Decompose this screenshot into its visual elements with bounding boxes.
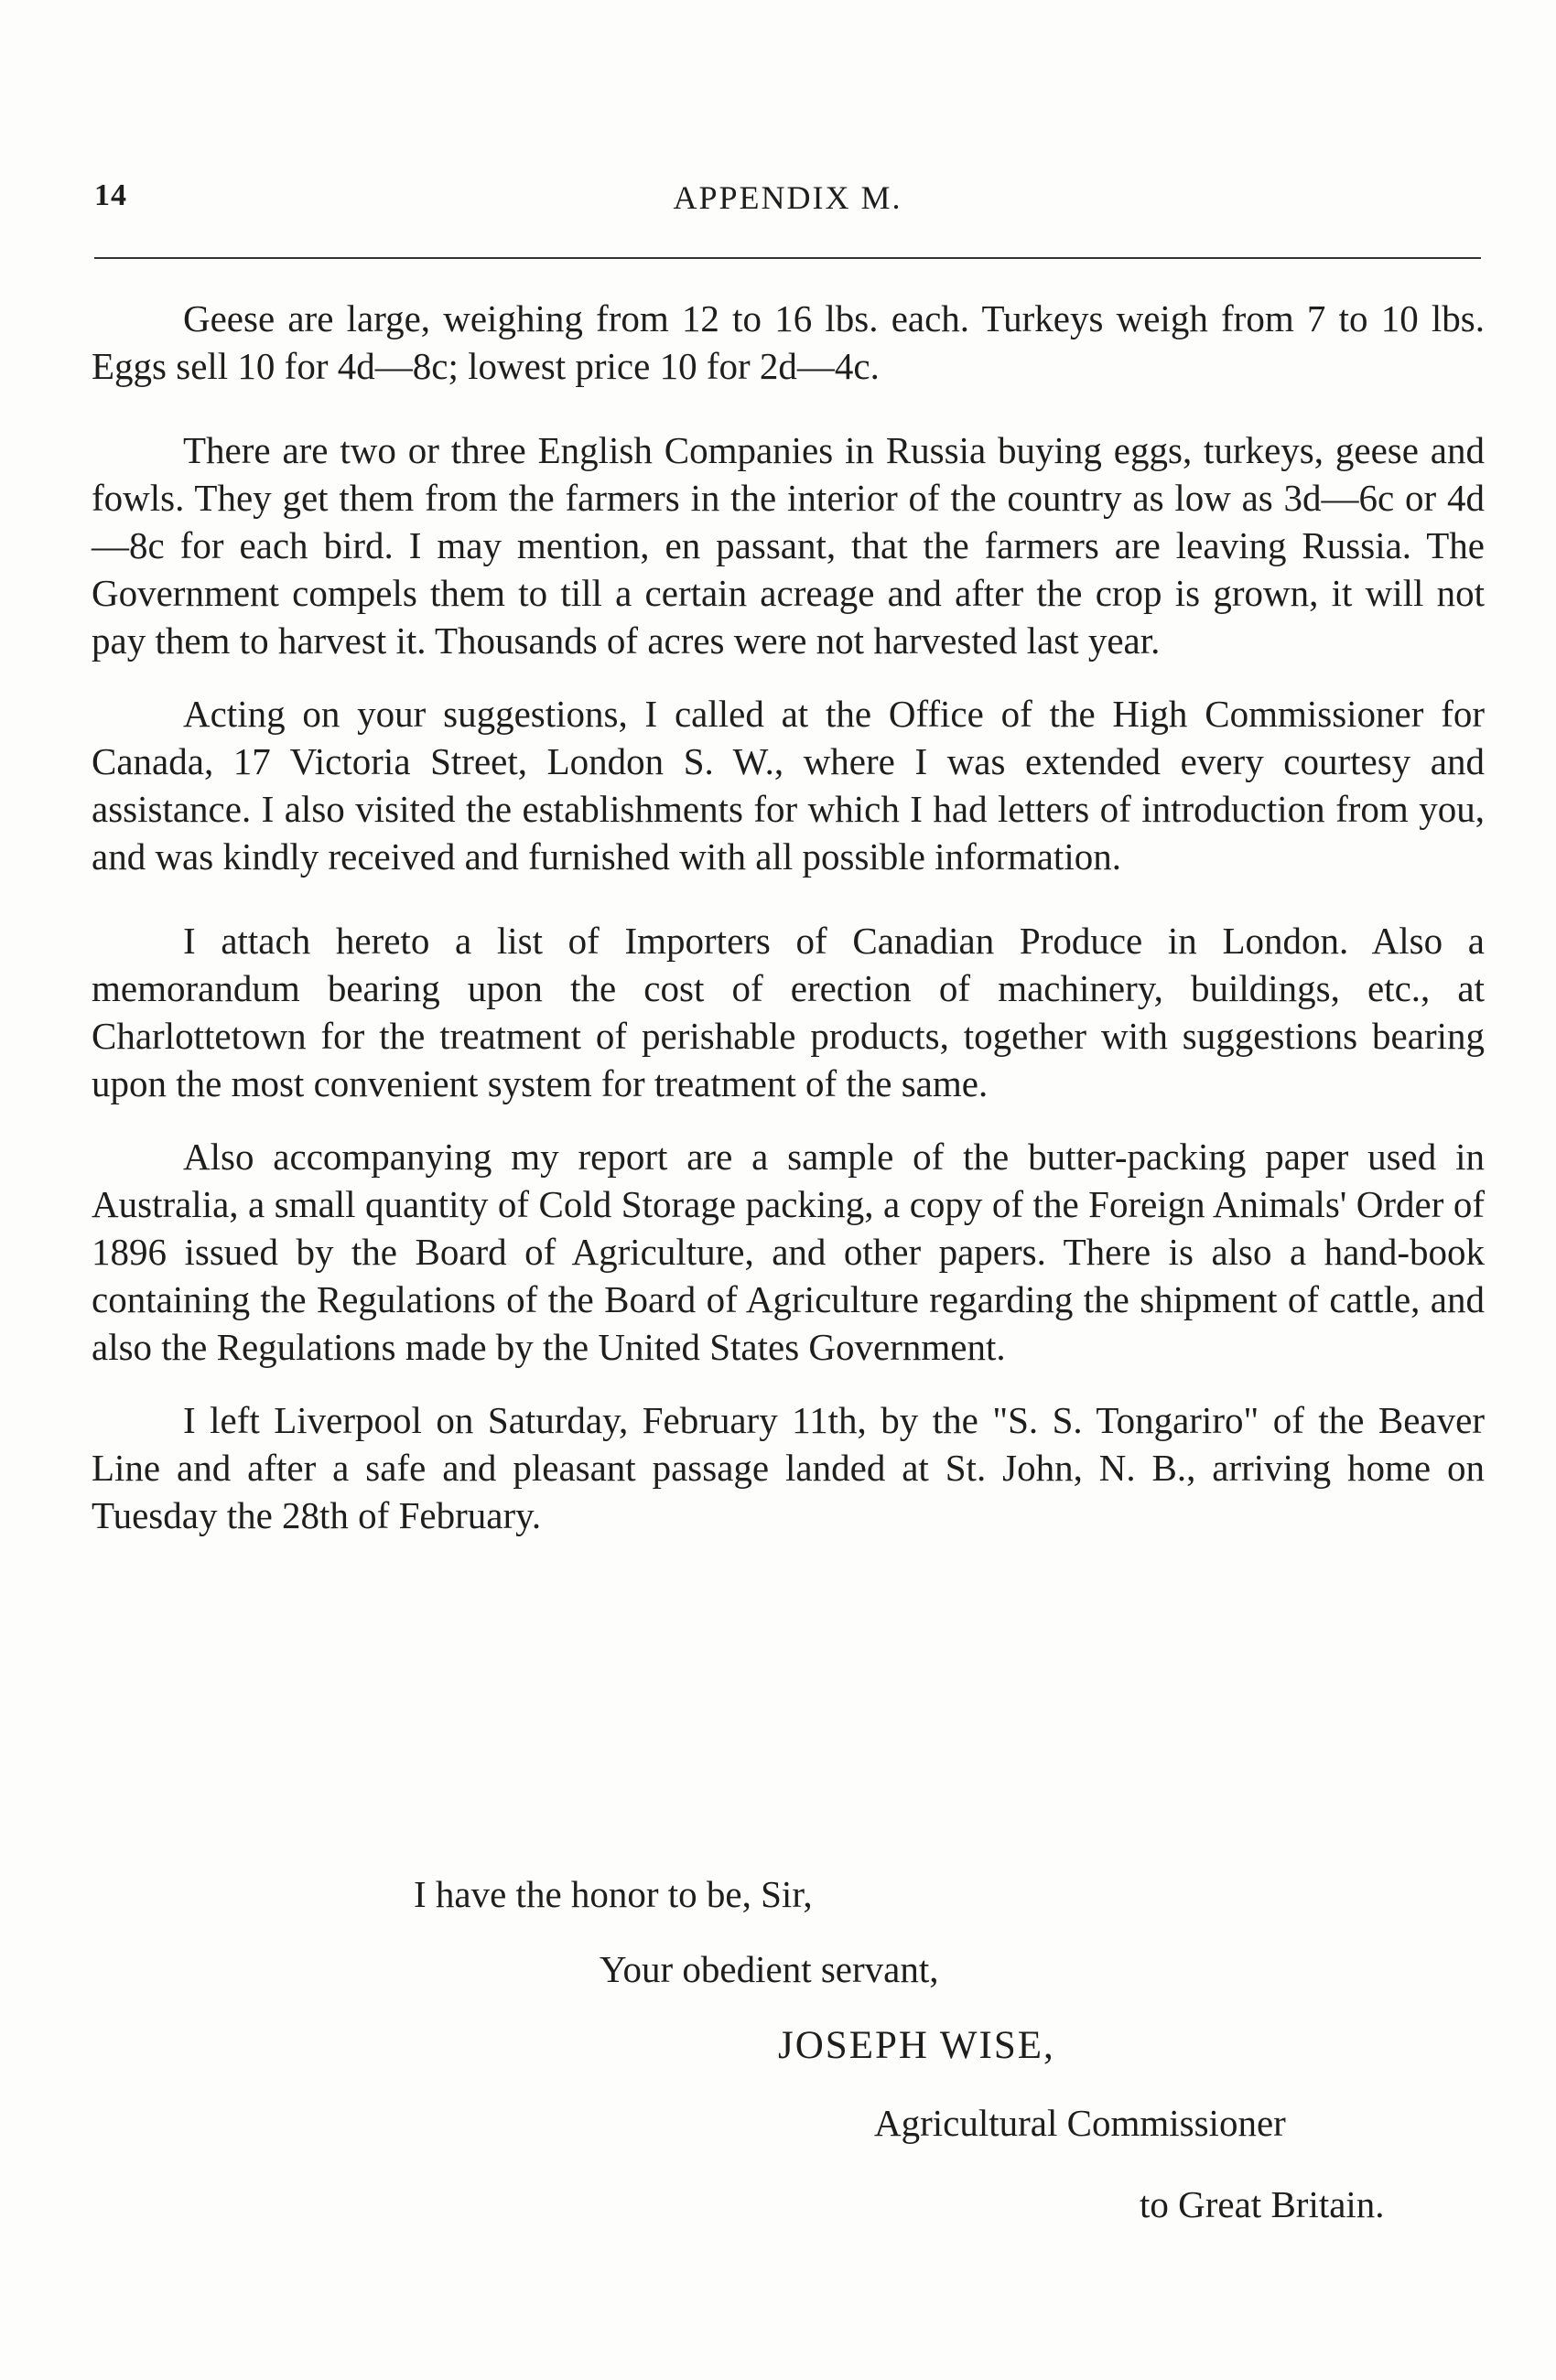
letter-body <box>92 295 1485 1539</box>
page-number: 14 <box>94 178 127 212</box>
paragraph-accompanying: Also accompanying my report are a sample of the butter-packing paper used in Australia, a small quantity of Cold Storage packing, a copy of the Foreign Animals' Order of 1896 issued by the Board of Agriculture, and other papers. There is also a hand-book containing the Regulations of the Board of Agriculture regarding the shipment of cattle, and also the Regulations made by the United States Government. <box>92 1136 1485 1368</box>
signer-title-line-2: to Great Britain. <box>1140 2183 1385 2225</box>
running-head: APPENDIX M. <box>673 179 902 216</box>
signature: JOSEPH WISE, <box>778 2024 1055 2067</box>
paragraph-russia: There are two or three English Companies in Russia buying eggs, turkeys, geese and fowls. They get them from the farmers in the interior of the country as low as 3d—6c or 4d—8c for each bird. I may mention, en passant, that the farmers are leaving Russia. The Government compels them to till a certain acreage and after the crop is grown, it will not pay them to harvest it. Thousands of acres were not harvested last year. <box>92 429 1485 662</box>
paragraph-geese: Geese are large, weighing from 12 to 16 lbs. each. Turkeys weigh from 7 to 10 lbs. Eggs sell 10 for 4d—8c; lowest price 10 for 2d—4c. <box>92 297 1485 387</box>
paragraph-voyage: I left Liverpool on Saturday, February 11th, by the "S. S. Tongariro" of the Beaver Line and after a safe and pleasant passage landed at St. John, N. B., arriving home on Tuesday the 28th of February. <box>92 1399 1485 1536</box>
page-header <box>94 178 1481 224</box>
paragraph-high-commissioner: Acting on your suggestions, I called at the Office of the High Commissioner for Canada, 17 Victoria Street, London S. W., where I was extended every courtesy and assistance. I also visited the establishments for which I had letters of introduction from you, and was kindly received and furnished with all possible information. <box>92 693 1485 878</box>
salutation: I have the honor to be, Sir, <box>414 1873 813 1915</box>
signer-title-line-1: Agricultural Commissioner <box>874 2102 1286 2144</box>
valediction: Your obedient servant, <box>600 1948 939 1990</box>
header-rule <box>94 257 1481 259</box>
paragraph-importers: I attach hereto a list of Importers of Canadian Produce in London. Also a memorandum bearing upon the cost of erection of machinery, buildings, etc., at Charlottetown for the treatment of perishable products, together with suggestions bearing upon the most convenient system for treatment of the same. <box>92 920 1485 1104</box>
